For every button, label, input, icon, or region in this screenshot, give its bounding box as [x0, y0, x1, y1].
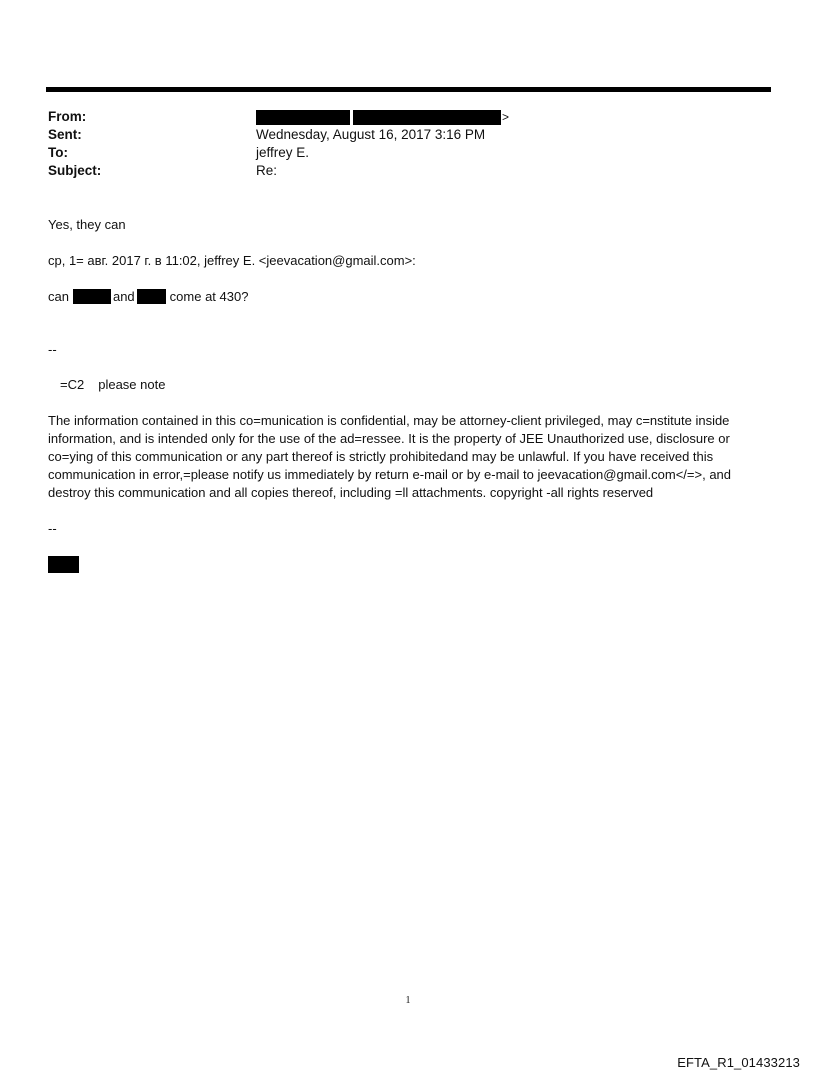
note-line: [60, 376, 165, 394]
question-part-1: can: [48, 289, 69, 304]
subject-label: Subject:: [48, 163, 102, 178]
from-row: [48, 108, 768, 126]
note-text: please note: [98, 377, 166, 392]
sent-row: [48, 126, 768, 144]
signature-separator: --: [48, 342, 57, 357]
redaction-box: [48, 556, 79, 573]
subject-value: Re:: [256, 163, 278, 178]
question-part-2: and: [112, 289, 135, 304]
question-part-3: come at 430?: [169, 289, 249, 304]
quoted-question: [48, 288, 248, 306]
to-row: [48, 144, 768, 162]
redaction-box: [137, 289, 166, 304]
sent-value: Wednesday, August 16, 2017 3:16 PM: [256, 127, 486, 142]
page-number: 1: [405, 995, 411, 1006]
reply-text: Yes, they can: [48, 217, 126, 232]
note-prefix: =C2: [60, 377, 85, 392]
confidentiality-disclaimer: The information contained in this co=munication is confidential, may be attorney-client privileged, may c=nstitute inside information, and is intended only for the use of the ad=ressee. It is the property of JEE Unauthorized use, disclosure or co=ying of this communication or any part thereof is strictly prohibitedand may be unlawful. If you have received this communication in error,=please notify us immediately by return e-mail or by e-mail to jeevacation@gmail.com</=>, and destroy this communication and all copies thereof, including =ll attachments. copyright -all rights reserved: [48, 413, 732, 500]
redaction-box: [256, 110, 350, 125]
quote-intro: ср, 1= авг. 2017 г. в 11:02, jeffrey E. <jeevacation@gmail.com>:: [48, 253, 416, 268]
redaction-box: [353, 110, 501, 125]
to-label: To:: [48, 145, 68, 160]
from-label: From:: [48, 109, 87, 124]
redaction-box: [73, 289, 111, 304]
sent-label: Sent:: [48, 127, 82, 142]
subject-row: [48, 162, 768, 180]
signature-separator-2: --: [48, 521, 57, 536]
to-value: jeffrey E.: [256, 145, 310, 160]
email-header: [48, 108, 768, 180]
header-rule: [46, 87, 771, 92]
from-value: [256, 108, 509, 126]
document-id: EFTA_R1_01433213: [677, 1055, 800, 1070]
from-suffix: >: [502, 110, 510, 124]
